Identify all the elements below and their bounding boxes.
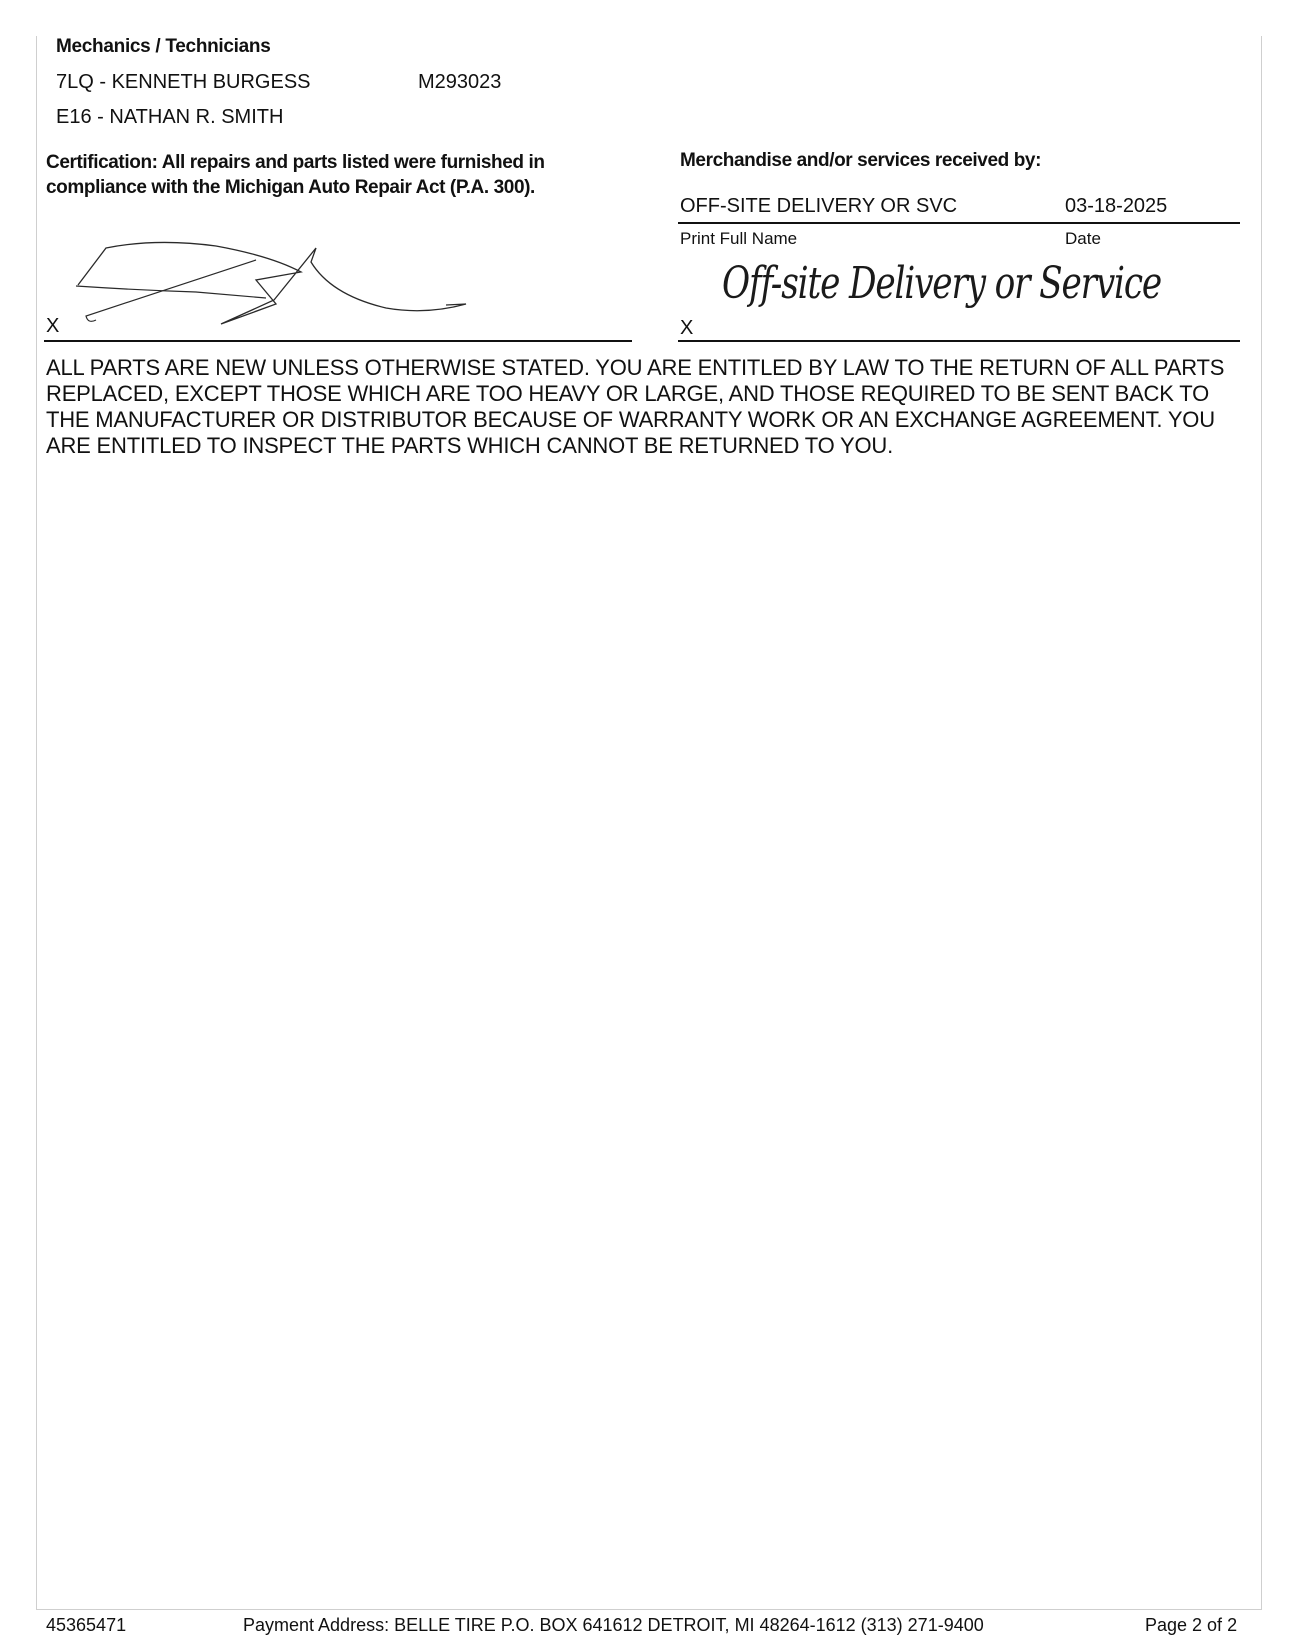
signature-line — [44, 340, 632, 342]
received-by-heading: Merchandise and/or services received by: — [680, 150, 1042, 171]
payment-address: Payment Address: BELLE TIRE P.O. BOX 641612 DETROIT, MI 48264-1612 (313) 271-9400 — [243, 1615, 984, 1635]
mechanic-name: 7LQ - KENNETH BURGESS — [56, 71, 311, 93]
mechanic-id: M293023 — [418, 71, 502, 93]
received-signature: Off-site Delivery or Service — [722, 258, 1162, 309]
page-number: Page 2 of 2 — [1145, 1615, 1238, 1635]
mechanics-heading: Mechanics / Technicians — [56, 36, 271, 57]
document-number: 45365471 — [46, 1615, 127, 1635]
name-underline — [678, 222, 1240, 224]
technician-signature — [66, 240, 486, 335]
parts-notice: ALL PARTS ARE NEW UNLESS OTHERWISE STATED. YOU ARE ENTITLED BY LAW TO THE RETURN OF ALL PARTS REPLACED, EXCEPT THOSE WHICH ARE TOO HEAVY OR LARGE, AND THOSE REQUIRED TO BE SENT BACK TO THE MANUFACTURER OR DISTRIBUTOR BECAUSE OF WARRANTY WORK OR AN EXCHANGE AGREEMENT. YOU ARE ENTITLED TO INSPECT THE PARTS WHICH CANNOT BE RETURNED TO YOU. — [46, 355, 1225, 458]
certification-text: Certification: All repairs and parts listed were furnished in compliance with the Michigan Auto Repair Act (P.A. 300). — [46, 152, 545, 198]
date-label: Date — [1065, 229, 1101, 248]
received-date-value: 03-18-2025 — [1065, 195, 1168, 217]
print-full-name-label: Print Full Name — [680, 229, 798, 248]
mechanic-name: E16 - NATHAN R. SMITH — [56, 106, 284, 128]
received-name-value: OFF-SITE DELIVERY OR SVC — [680, 195, 958, 217]
signature-line — [678, 340, 1240, 342]
signature-x-mark: X — [46, 315, 60, 337]
signature-x-mark: X — [680, 317, 694, 339]
